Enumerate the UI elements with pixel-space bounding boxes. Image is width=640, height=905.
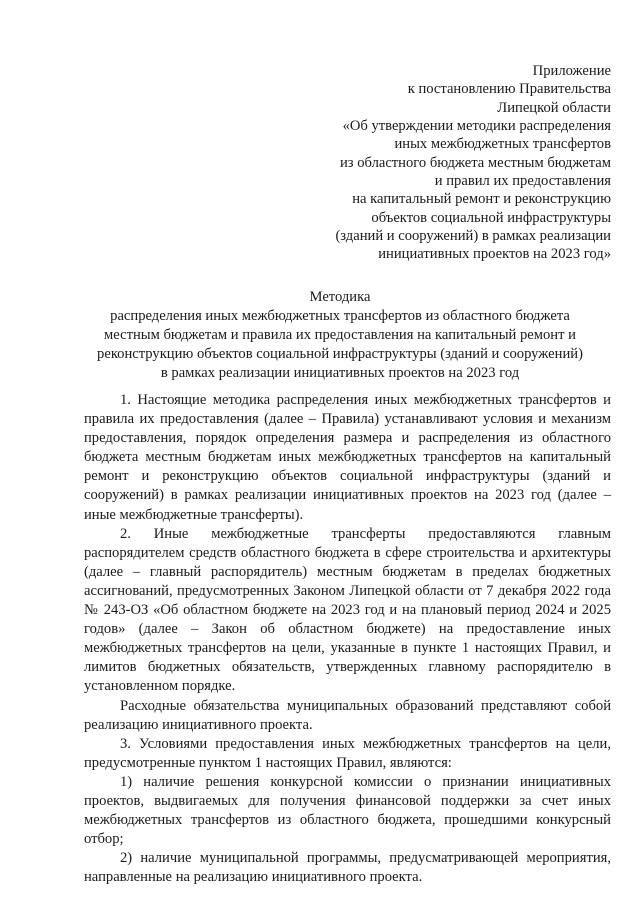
paragraph-3: 3. Условиями предоставления иных межбюджетных трансфертов на цели, предусмотренные пунктом 1 настоящих Правил, являются: [84,735,611,771]
paragraph-1: 1. Настоящие методика распределения иных межбюджетных трансфертов и правила их предоставления (далее – Правила) устанавливают условия и механизм предоставления, порядок определения размера и распределения из областного бюджета местным бюджетам иных межбюджетных трансфертов на капитальный ремонт и реконструкцию объектов социальной инфраструктуры (зданий и сооружений) в рамках реализации инициативных проектов на 2023 год (далее – иные межбюджетные трансферты). [84,392,611,523]
appendix-block [281,62,611,264]
paragraph-2: 2. Иные межбюджетные трансферты предоставляются главным распорядителем средств областного бюджета в сфере строительства и архитектуры (далее – главный распорядитель) местным бюджетам в пределах бюджетных ассигнований, предусмотренных Законом Липецкой области от 7 декабря 2022 года № 243-ОЗ «Об областном бюджете на 2023 год и на плановый период 2024 и 2025 годов» (далее – Закон об областном бюджете) на предоставление иных межбюджетных трансфертов на цели, указанные в пункте 1 настоящих Правил, и лимитов бюджетных обязательств, утвержденных главному распорядителю в установленном порядке. [84,525,611,695]
appendix-line: Липецкой области [497,99,611,116]
title-line: распределения иных межбюджетных трансфертов из областного бюджета [110,308,570,324]
document-body [84,391,611,887]
appendix-line: к постановлению Правительства [407,81,611,98]
appendix-line: на капитальный ремонт и реконструкцию [352,191,611,208]
appendix-line: из областного бюджета местным бюджетам [339,154,611,171]
appendix-line: Приложение [532,63,611,79]
condition-item-2: 2) наличие муниципальной программы, предусматривающей мероприятия, направленные на реализацию инициативного проекта. [84,850,611,886]
title-line: реконструкцию объектов социальной инфраструктуры (зданий и сооружений) [97,346,583,362]
appendix-line: и правил их предоставления [434,173,611,190]
title-line: в рамках реализации инициативных проектов на 2023 год [160,365,520,381]
appendix-line: иных межбюджетных трансфертов [394,136,611,153]
appendix-line: инициативных проектов на 2023 год» [378,246,611,263]
appendix-line: «Об утверждении методики распределения [342,118,611,135]
appendix-line: объектов социальной инфраструктуры [371,209,611,226]
document-title [60,288,620,383]
condition-item-1: 1) наличие решения конкурсной комиссии о признании инициативных проектов, выдвигаемых для получения финансовой поддержки за счет иных межбюджетных трансфертов из областного бюджета, прошедшими конкурсный отбор; [84,773,611,848]
title-heading: Методика [309,289,371,305]
appendix-line: (зданий и сооружений) в рамках реализации [335,228,611,245]
paragraph-expenses: Расходные обязательства муниципальных образований представляют собой реализацию инициативного проекта. [84,697,611,733]
title-line: местным бюджетам и правила их предоставления на капитальный ремонт и [104,327,576,343]
